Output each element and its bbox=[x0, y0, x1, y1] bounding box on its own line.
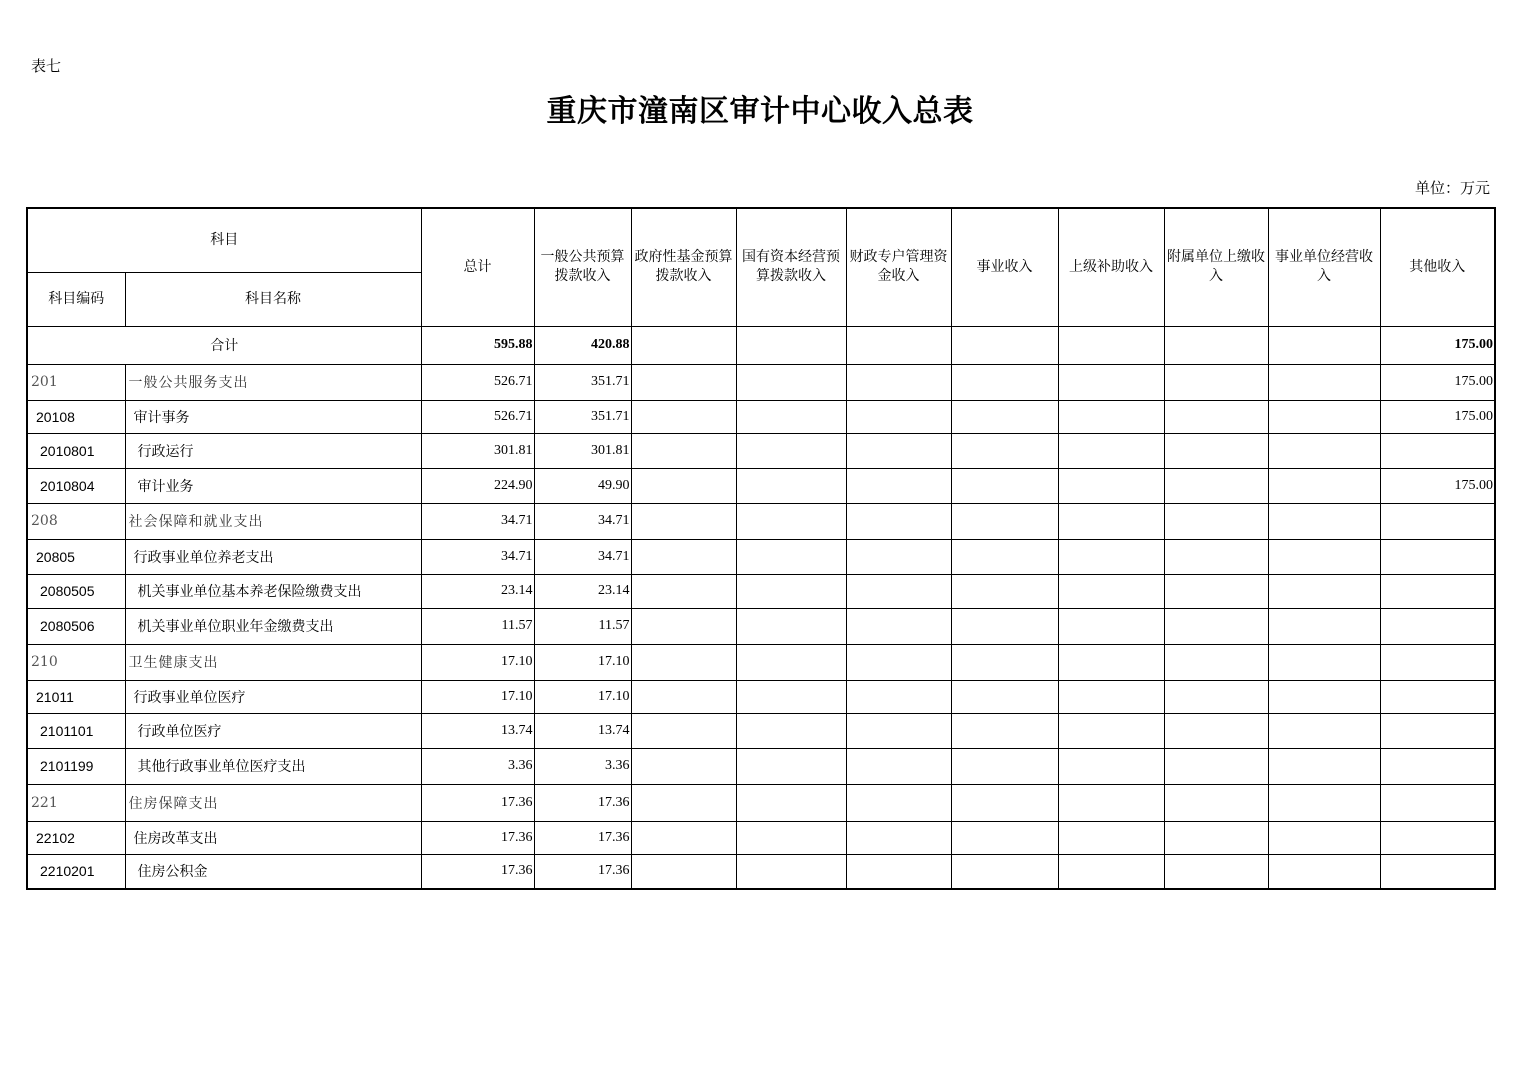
value-cell bbox=[631, 503, 736, 539]
value-cell bbox=[736, 468, 846, 503]
table-row bbox=[27, 854, 1495, 889]
subject-name: 行政事业单位养老支出 bbox=[125, 539, 421, 574]
subject-name: 卫生健康支出 bbox=[125, 644, 421, 680]
value-cell: 17.10 bbox=[421, 680, 534, 713]
header-code: 科目编码 bbox=[27, 272, 125, 326]
subject-code: 208 bbox=[27, 503, 125, 539]
total-cell bbox=[631, 326, 736, 364]
value-cell bbox=[1380, 713, 1495, 748]
subject-name: 社会保障和就业支出 bbox=[125, 503, 421, 539]
value-cell bbox=[736, 713, 846, 748]
subject-code: 2210201 bbox=[27, 854, 125, 889]
total-cell bbox=[951, 326, 1058, 364]
table-row bbox=[27, 539, 1495, 574]
value-cell bbox=[1058, 748, 1164, 784]
value-cell bbox=[1268, 539, 1380, 574]
value-cell bbox=[631, 364, 736, 400]
subject-name: 住房保障支出 bbox=[125, 784, 421, 821]
header-col-2: 政府性基金预算拨款收入 bbox=[631, 208, 736, 326]
value-cell bbox=[846, 644, 951, 680]
value-cell bbox=[846, 468, 951, 503]
value-cell: 13.74 bbox=[421, 713, 534, 748]
income-summary-table bbox=[26, 207, 1496, 890]
page-title: 重庆市潼南区审计中心收入总表 bbox=[546, 94, 974, 129]
value-cell bbox=[951, 503, 1058, 539]
value-cell bbox=[736, 503, 846, 539]
subject-code: 2010804 bbox=[27, 468, 125, 503]
value-cell bbox=[631, 784, 736, 821]
subject-name: 行政事业单位医疗 bbox=[125, 680, 421, 713]
subject-name: 机关事业单位基本养老保险缴费支出 bbox=[125, 574, 421, 608]
value-cell bbox=[1164, 784, 1268, 821]
value-cell bbox=[631, 680, 736, 713]
value-cell bbox=[951, 364, 1058, 400]
value-cell: 34.71 bbox=[421, 503, 534, 539]
subject-code: 210 bbox=[27, 644, 125, 680]
value-cell bbox=[846, 821, 951, 854]
value-cell bbox=[1164, 608, 1268, 644]
total-cell bbox=[846, 326, 951, 364]
value-cell bbox=[846, 680, 951, 713]
subject-code: 2010801 bbox=[27, 433, 125, 468]
total-cell bbox=[1268, 326, 1380, 364]
value-cell bbox=[1268, 608, 1380, 644]
header-col-3: 国有资本经营预算拨款收入 bbox=[736, 208, 846, 326]
value-cell bbox=[1268, 433, 1380, 468]
value-cell: 526.71 bbox=[421, 364, 534, 400]
value-cell bbox=[1164, 854, 1268, 889]
value-cell bbox=[951, 574, 1058, 608]
value-cell bbox=[736, 608, 846, 644]
value-cell bbox=[1058, 680, 1164, 713]
value-cell: 49.90 bbox=[534, 468, 631, 503]
value-cell bbox=[1380, 574, 1495, 608]
value-cell: 351.71 bbox=[534, 400, 631, 433]
value-cell: 34.71 bbox=[421, 539, 534, 574]
header-col-6: 上级补助收入 bbox=[1058, 208, 1164, 326]
value-cell: 17.36 bbox=[421, 821, 534, 854]
value-cell: 224.90 bbox=[421, 468, 534, 503]
table-row bbox=[27, 644, 1495, 680]
unit-label: 单位：万元 bbox=[1414, 179, 1490, 197]
subject-code: 221 bbox=[27, 784, 125, 821]
total-cell: 595.88 bbox=[421, 326, 534, 364]
value-cell bbox=[631, 433, 736, 468]
value-cell bbox=[1164, 713, 1268, 748]
subject-code: 22102 bbox=[27, 821, 125, 854]
subject-name: 住房公积金 bbox=[125, 854, 421, 889]
subject-code: 2101101 bbox=[27, 713, 125, 748]
value-cell bbox=[736, 574, 846, 608]
value-cell bbox=[736, 364, 846, 400]
table-row bbox=[27, 713, 1495, 748]
value-cell bbox=[736, 400, 846, 433]
value-cell bbox=[846, 503, 951, 539]
header-col-4: 财政专户管理资金收入 bbox=[846, 208, 951, 326]
total-cell bbox=[736, 326, 846, 364]
header-col-8: 事业单位经营收入 bbox=[1268, 208, 1380, 326]
value-cell bbox=[846, 608, 951, 644]
value-cell bbox=[951, 821, 1058, 854]
value-cell bbox=[1268, 503, 1380, 539]
value-cell: 301.81 bbox=[534, 433, 631, 468]
value-cell bbox=[846, 400, 951, 433]
value-cell bbox=[1164, 503, 1268, 539]
subject-name: 行政运行 bbox=[125, 433, 421, 468]
value-cell bbox=[951, 400, 1058, 433]
value-cell bbox=[951, 608, 1058, 644]
value-cell bbox=[1268, 364, 1380, 400]
value-cell bbox=[1058, 784, 1164, 821]
value-cell bbox=[1058, 821, 1164, 854]
value-cell bbox=[1164, 539, 1268, 574]
header-col-9: 其他收入 bbox=[1380, 208, 1495, 326]
value-cell bbox=[631, 748, 736, 784]
value-cell bbox=[1164, 468, 1268, 503]
value-cell: 175.00 bbox=[1380, 364, 1495, 400]
value-cell bbox=[1164, 680, 1268, 713]
value-cell bbox=[1058, 539, 1164, 574]
header-col-7: 附属单位上缴收入 bbox=[1164, 208, 1268, 326]
subject-name: 机关事业单位职业年金缴费支出 bbox=[125, 608, 421, 644]
value-cell bbox=[631, 400, 736, 433]
subject-code: 21011 bbox=[27, 680, 125, 713]
value-cell bbox=[1268, 713, 1380, 748]
subject-name: 审计业务 bbox=[125, 468, 421, 503]
value-cell bbox=[846, 748, 951, 784]
value-cell: 17.36 bbox=[534, 821, 631, 854]
value-cell bbox=[1380, 784, 1495, 821]
value-cell bbox=[1268, 821, 1380, 854]
header-col-1: 一般公共预算拨款收入 bbox=[534, 208, 631, 326]
value-cell: 17.10 bbox=[534, 680, 631, 713]
value-cell bbox=[951, 433, 1058, 468]
value-cell bbox=[951, 748, 1058, 784]
value-cell bbox=[736, 644, 846, 680]
subject-name: 行政单位医疗 bbox=[125, 713, 421, 748]
subject-code: 2101199 bbox=[27, 748, 125, 784]
value-cell: 17.36 bbox=[534, 784, 631, 821]
value-cell bbox=[846, 854, 951, 889]
value-cell bbox=[1268, 784, 1380, 821]
value-cell bbox=[1380, 821, 1495, 854]
value-cell bbox=[1380, 433, 1495, 468]
value-cell: 175.00 bbox=[1380, 468, 1495, 503]
value-cell bbox=[1380, 680, 1495, 713]
value-cell bbox=[631, 539, 736, 574]
total-cell: 420.88 bbox=[534, 326, 631, 364]
value-cell bbox=[1380, 539, 1495, 574]
value-cell: 17.10 bbox=[421, 644, 534, 680]
value-cell: 17.10 bbox=[534, 644, 631, 680]
value-cell bbox=[1058, 433, 1164, 468]
page-label: 表七 bbox=[31, 57, 62, 75]
value-cell bbox=[951, 854, 1058, 889]
value-cell bbox=[736, 821, 846, 854]
table-row bbox=[27, 680, 1495, 713]
value-cell bbox=[1058, 574, 1164, 608]
value-cell bbox=[846, 713, 951, 748]
value-cell bbox=[846, 784, 951, 821]
value-cell bbox=[1058, 503, 1164, 539]
value-cell bbox=[1268, 400, 1380, 433]
header-col-0: 总计 bbox=[421, 208, 534, 326]
subject-name: 一般公共服务支出 bbox=[125, 364, 421, 400]
value-cell bbox=[1164, 433, 1268, 468]
value-cell: 3.36 bbox=[534, 748, 631, 784]
value-cell bbox=[736, 854, 846, 889]
value-cell bbox=[631, 644, 736, 680]
value-cell bbox=[736, 433, 846, 468]
value-cell bbox=[1164, 364, 1268, 400]
subject-code: 2080505 bbox=[27, 574, 125, 608]
table-row bbox=[27, 433, 1495, 468]
value-cell bbox=[1268, 748, 1380, 784]
value-cell: 17.36 bbox=[421, 854, 534, 889]
header-subject: 科目 bbox=[27, 208, 421, 272]
subject-name: 审计事务 bbox=[125, 400, 421, 433]
value-cell bbox=[846, 364, 951, 400]
value-cell bbox=[631, 713, 736, 748]
value-cell bbox=[1058, 713, 1164, 748]
total-row bbox=[27, 326, 1495, 364]
value-cell bbox=[951, 539, 1058, 574]
value-cell bbox=[1268, 644, 1380, 680]
value-cell bbox=[846, 539, 951, 574]
value-cell bbox=[736, 539, 846, 574]
table-row bbox=[27, 503, 1495, 539]
subject-code: 20108 bbox=[27, 400, 125, 433]
subject-name: 其他行政事业单位医疗支出 bbox=[125, 748, 421, 784]
total-cell bbox=[1164, 326, 1268, 364]
value-cell: 17.36 bbox=[534, 854, 631, 889]
value-cell bbox=[631, 821, 736, 854]
value-cell: 13.74 bbox=[534, 713, 631, 748]
value-cell bbox=[951, 680, 1058, 713]
value-cell bbox=[1380, 608, 1495, 644]
table-row bbox=[27, 400, 1495, 433]
subject-code: 20805 bbox=[27, 539, 125, 574]
value-cell: 175.00 bbox=[1380, 400, 1495, 433]
value-cell: 301.81 bbox=[421, 433, 534, 468]
total-cell: 175.00 bbox=[1380, 326, 1495, 364]
value-cell bbox=[1380, 748, 1495, 784]
value-cell: 34.71 bbox=[534, 539, 631, 574]
value-cell bbox=[1058, 608, 1164, 644]
value-cell bbox=[1164, 821, 1268, 854]
value-cell bbox=[736, 680, 846, 713]
value-cell bbox=[951, 784, 1058, 821]
value-cell bbox=[951, 713, 1058, 748]
value-cell: 526.71 bbox=[421, 400, 534, 433]
value-cell bbox=[1058, 854, 1164, 889]
table-row bbox=[27, 784, 1495, 821]
total-cell bbox=[1058, 326, 1164, 364]
value-cell: 23.14 bbox=[421, 574, 534, 608]
value-cell: 17.36 bbox=[421, 784, 534, 821]
subject-name: 住房改革支出 bbox=[125, 821, 421, 854]
table-row bbox=[27, 468, 1495, 503]
value-cell bbox=[1058, 468, 1164, 503]
header-name: 科目名称 bbox=[125, 272, 421, 326]
table-row bbox=[27, 364, 1495, 400]
value-cell bbox=[951, 468, 1058, 503]
value-cell bbox=[1268, 680, 1380, 713]
table-row bbox=[27, 821, 1495, 854]
value-cell: 34.71 bbox=[534, 503, 631, 539]
value-cell bbox=[1164, 574, 1268, 608]
value-cell bbox=[631, 608, 736, 644]
value-cell: 11.57 bbox=[421, 608, 534, 644]
table-row bbox=[27, 748, 1495, 784]
value-cell bbox=[1058, 364, 1164, 400]
value-cell bbox=[1268, 468, 1380, 503]
table-row bbox=[27, 608, 1495, 644]
value-cell bbox=[1164, 644, 1268, 680]
value-cell bbox=[1380, 644, 1495, 680]
value-cell bbox=[1268, 574, 1380, 608]
value-cell bbox=[1380, 854, 1495, 889]
value-cell bbox=[846, 433, 951, 468]
value-cell bbox=[1058, 644, 1164, 680]
value-cell bbox=[846, 574, 951, 608]
value-cell bbox=[951, 644, 1058, 680]
value-cell bbox=[1058, 400, 1164, 433]
value-cell: 11.57 bbox=[534, 608, 631, 644]
value-cell bbox=[631, 854, 736, 889]
value-cell: 351.71 bbox=[534, 364, 631, 400]
value-cell: 23.14 bbox=[534, 574, 631, 608]
value-cell bbox=[631, 468, 736, 503]
value-cell bbox=[736, 748, 846, 784]
header-col-5: 事业收入 bbox=[951, 208, 1058, 326]
total-label: 合计 bbox=[27, 326, 421, 364]
value-cell bbox=[1164, 400, 1268, 433]
value-cell bbox=[1268, 854, 1380, 889]
subject-code: 2080506 bbox=[27, 608, 125, 644]
value-cell bbox=[736, 784, 846, 821]
subject-code: 201 bbox=[27, 364, 125, 400]
value-cell bbox=[631, 574, 736, 608]
value-cell: 3.36 bbox=[421, 748, 534, 784]
value-cell bbox=[1164, 748, 1268, 784]
table-row bbox=[27, 574, 1495, 608]
value-cell bbox=[1380, 503, 1495, 539]
